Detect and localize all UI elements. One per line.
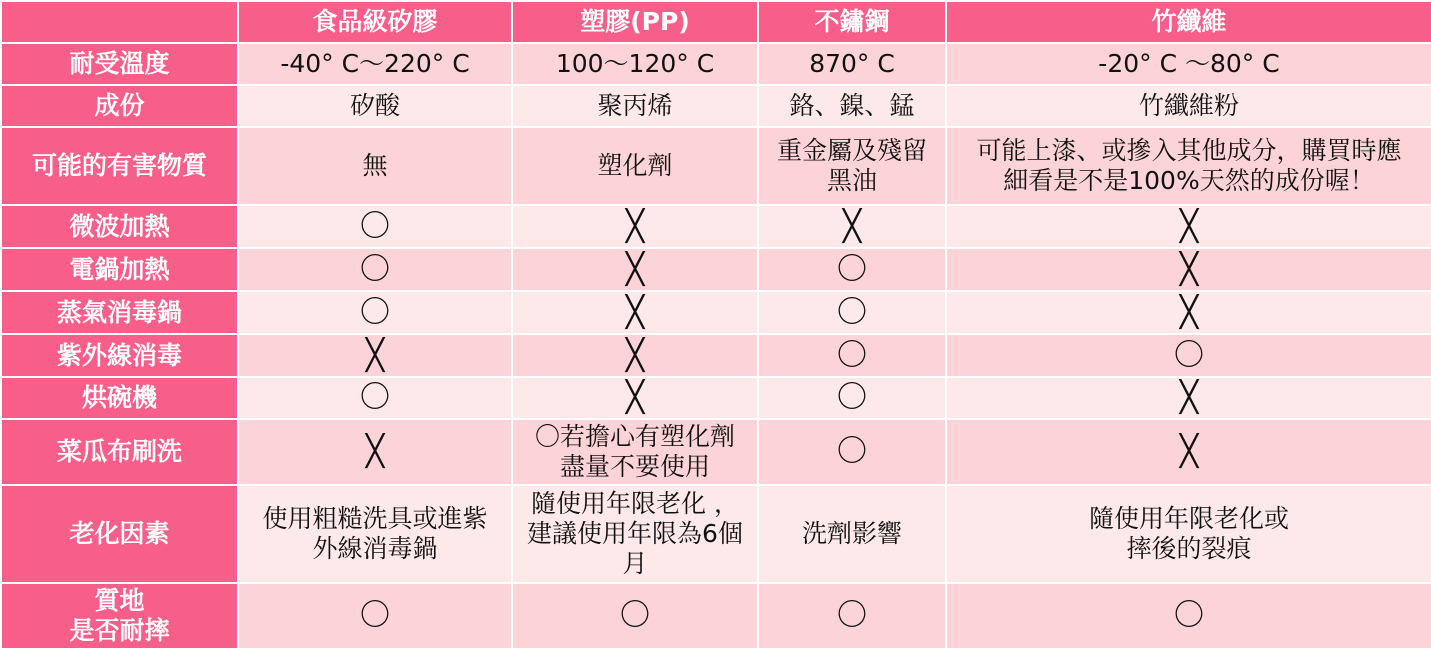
row-label: 菜瓜布刷洗 — [1, 419, 238, 485]
circle-mark: 〇 — [946, 334, 1431, 377]
row-label: 電鍋加熱 — [1, 248, 238, 291]
table-row-temperature — [1, 43, 1431, 85]
header-stainless-steel: 不鏽鋼 — [758, 1, 946, 43]
table-row-sponge-scrub — [1, 419, 1431, 485]
table-row-microwave — [1, 205, 1431, 248]
circle-mark: 〇 — [946, 583, 1431, 649]
table-cell: 無 — [238, 127, 512, 205]
table-cell: 870° C — [758, 43, 946, 85]
cross-mark: ╳ — [946, 248, 1431, 291]
row-label: 耐受溫度 — [1, 43, 238, 85]
cross-mark: ╳ — [238, 334, 512, 377]
table-cell: 可能上漆、或摻入其他成分，購買時應 細看是不是100%天然的成份喔！ — [946, 127, 1431, 205]
header-silicone: 食品級矽膠 — [238, 1, 512, 43]
table-row-harmful-substance — [1, 127, 1431, 205]
circle-mark: 〇 — [758, 419, 946, 485]
header-corner — [1, 1, 238, 43]
row-label: 紫外線消毒 — [1, 334, 238, 377]
table-cell: -40° C～220° C — [238, 43, 512, 85]
circle-mark: 〇 — [758, 291, 946, 334]
table-cell: 使用粗糙洗具或進紫 外線消毒鍋 — [238, 485, 512, 583]
table-cell: 重金屬及殘留 黑油 — [758, 127, 946, 205]
table-cell: 隨使用年限老化 ， 建議使用年限為6個 月 — [512, 485, 758, 583]
cross-mark: ╳ — [946, 291, 1431, 334]
row-label: 可能的有害物質 — [1, 127, 238, 205]
circle-mark: 〇 — [758, 377, 946, 419]
cross-mark: ╳ — [512, 205, 758, 248]
cross-mark: ╳ — [512, 248, 758, 291]
circle-mark: 〇 — [238, 248, 512, 291]
table-cell: -20° C ～80° C — [946, 43, 1431, 85]
cross-mark: ╳ — [512, 377, 758, 419]
circle-mark: 〇 — [238, 205, 512, 248]
table-cell: 洗劑影響 — [758, 485, 946, 583]
table-cell: 〇若擔心有塑化劑 盡量不要使用 — [512, 419, 758, 485]
circle-mark: 〇 — [758, 248, 946, 291]
row-label: 烘碗機 — [1, 377, 238, 419]
cross-mark: ╳ — [512, 291, 758, 334]
circle-mark: 〇 — [238, 583, 512, 649]
table-row-rice-cooker — [1, 248, 1431, 291]
table-cell: 100～120° C — [512, 43, 758, 85]
circle-mark: 〇 — [238, 377, 512, 419]
row-label: 老化因素 — [1, 485, 238, 583]
cross-mark: ╳ — [946, 419, 1431, 485]
table-cell: 矽酸 — [238, 85, 512, 127]
table-cell: 聚丙烯 — [512, 85, 758, 127]
header-plastic-pp: 塑膠(PP) — [512, 1, 758, 43]
table-cell: 塑化劑 — [512, 127, 758, 205]
table-row-durability — [1, 583, 1431, 649]
table-cell: 竹纖維粉 — [946, 85, 1431, 127]
row-label: 成份 — [1, 85, 238, 127]
cross-mark: ╳ — [512, 334, 758, 377]
table-row-aging-factor — [1, 485, 1431, 583]
circle-mark: 〇 — [758, 583, 946, 649]
row-label: 微波加熱 — [1, 205, 238, 248]
row-label: 質地 是否耐摔 — [1, 583, 238, 649]
table-row-ingredient — [1, 85, 1431, 127]
table-row-dish-dryer — [1, 377, 1431, 419]
table-row-steam-sterilizer — [1, 291, 1431, 334]
table-body — [1, 43, 1431, 649]
circle-mark: 〇 — [238, 291, 512, 334]
cross-mark: ╳ — [946, 205, 1431, 248]
table-header — [1, 1, 1431, 43]
cross-mark: ╳ — [758, 205, 946, 248]
header-bamboo-fiber: 竹纖維 — [946, 1, 1431, 43]
circle-mark: 〇 — [758, 334, 946, 377]
circle-mark: 〇 — [512, 583, 758, 649]
cross-mark: ╳ — [238, 419, 512, 485]
table-cell: 隨使用年限老化或 摔後的裂痕 — [946, 485, 1431, 583]
table-cell: 鉻、鎳、錳 — [758, 85, 946, 127]
row-label: 蒸氣消毒鍋 — [1, 291, 238, 334]
cross-mark: ╳ — [946, 377, 1431, 419]
table-row-uv-sterilizer — [1, 334, 1431, 377]
